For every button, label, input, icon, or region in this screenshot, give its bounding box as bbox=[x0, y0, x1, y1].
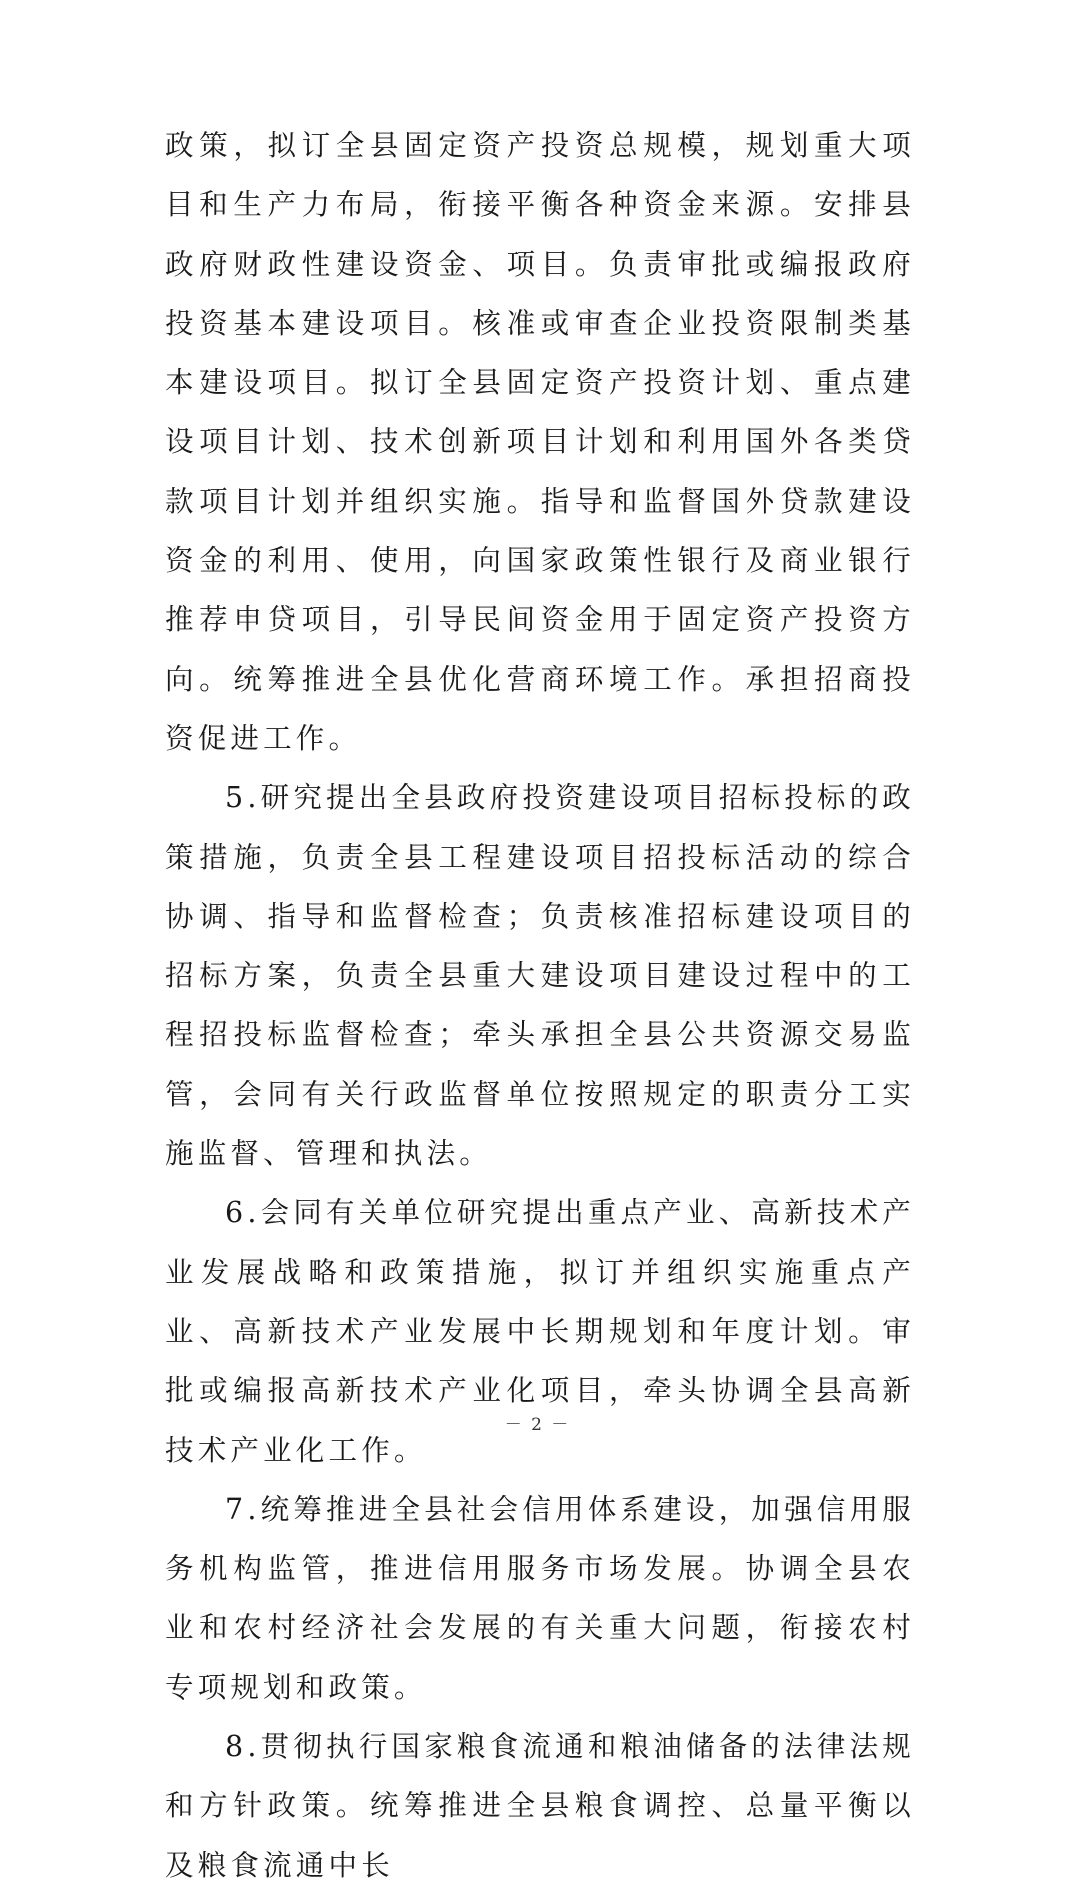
paragraph-item-6: 6.会同有关单位研究提出重点产业、高新技术产业发展战略和政策措施，拟订并组织实施重点产业、高新技术产业发展中长期规划和年度计划。审批或编报高新技术产业化项目，牵头协调全县高新技术产业化工作。 bbox=[165, 1196, 915, 1467]
page-number: － 2 － bbox=[504, 1415, 571, 1435]
paragraph-continued: 政策，拟订全县固定资产投资总规模，规划重大项目和生产力布局，衔接平衡各种资金来源。安排县政府财政性建设资金、项目。负责审批或编报政府投资基本建设项目。核准或审查企业投资限制类基本建设项目。拟订全县固定资产投资计划、重点建设项目计划、技术创新项目计划和利用国外各类贷款项目计划并组织实施。指导和监督国外贷款建设资金的利用、使用，向国家政策性银行及商业银行推荐申贷项目，引导民间资金用于固定资产投资方向。统筹推进全县优化营商环境工作。承担招商投资促进工作。 bbox=[165, 129, 915, 755]
paragraph-item-7: 7.统筹推进全县社会信用体系建设，加强信用服务机构监管，推进信用服务市场发展。协调全县农业和农村经济社会发展的有关重大问题，衔接农村专项规划和政策。 bbox=[165, 1492, 915, 1704]
paragraph-item-5: 5.研究提出全县政府投资建设项目招标投标的政策措施，负责全县工程建设项目招投标活动的综合协调、指导和监督检查；负责核准招标建设项目的招标方案，负责全县重大建设项目建设过程中的工程招投标监督检查；牵头承担全县公共资源交易监管，会同有关行政监督单位按照规定的职责分工实施监督、管理和执法。 bbox=[165, 781, 915, 1171]
document-body bbox=[165, 116, 915, 1895]
paragraph-item-8: 8.贯彻执行国家粮食流通和粮油储备的法律法规和方针政策。统筹推进全县粮食调控、总量平衡以及粮食流通中长 bbox=[165, 1730, 915, 1882]
